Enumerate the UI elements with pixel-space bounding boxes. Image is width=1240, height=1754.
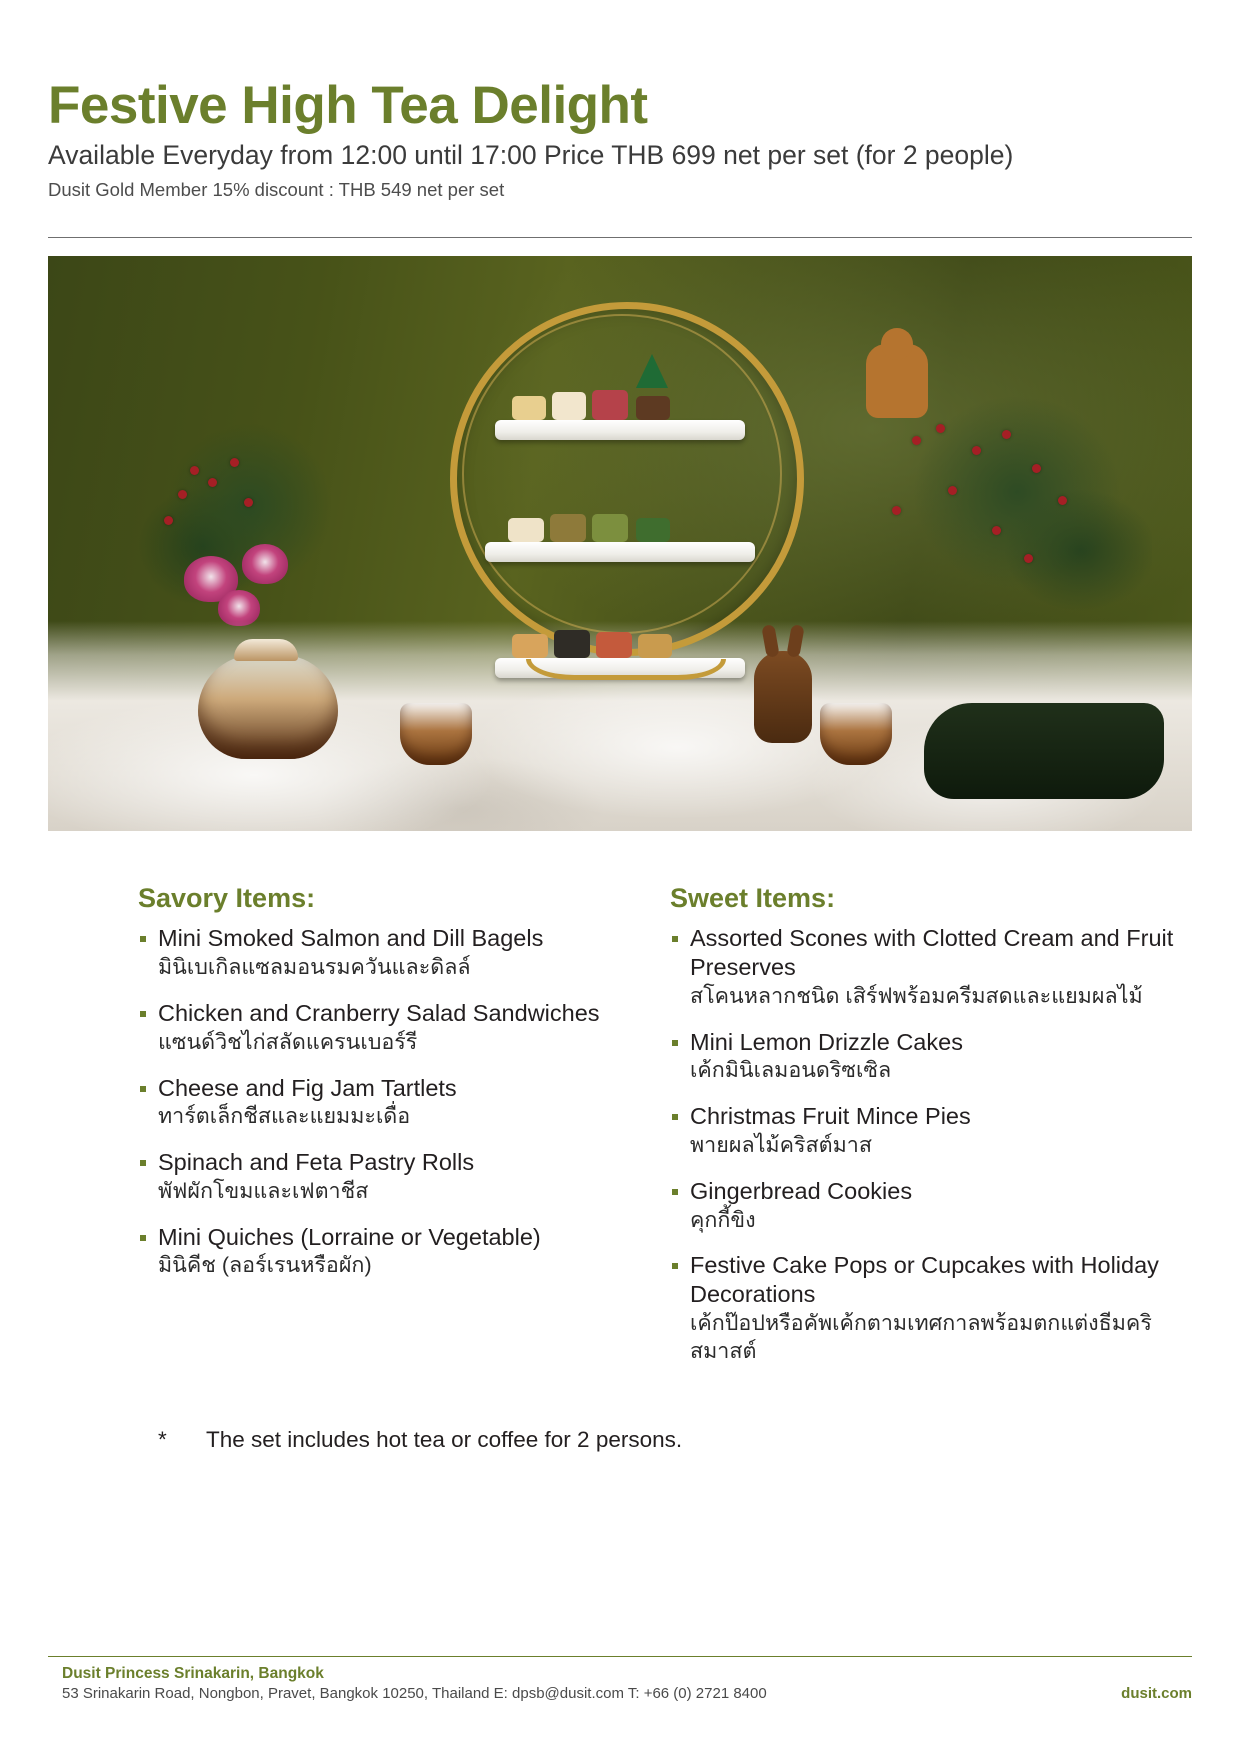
- availability-subtitle: Available Everyday from 12:00 until 17:00 Price THB 699 net per set (for 2 people): [48, 139, 1014, 170]
- list-item: [138, 1074, 660, 1132]
- item-name-en: Cheese and Fig Jam Tartlets: [158, 1074, 457, 1101]
- item-name-en: Festive Cake Pops or Cupcakes with Holiday Decorations: [690, 1252, 1159, 1308]
- footnote: [48, 1427, 1192, 1453]
- stand-tier-top: [495, 420, 745, 440]
- list-item: [670, 1102, 1192, 1160]
- item-name-en: Spinach and Feta Pastry Rolls: [158, 1149, 475, 1176]
- item-name-th: คุกกี้ขิง: [690, 1207, 756, 1232]
- item-name-th: พัฟผักโขมและเฟตาชีส: [158, 1178, 369, 1203]
- list-item: [670, 924, 1192, 1010]
- header-divider: [48, 237, 1192, 238]
- item-name-en: Mini Smoked Salmon and Dill Bagels: [158, 925, 544, 952]
- bunny-figurine: [754, 651, 812, 743]
- christmas-tree-decoration: [636, 354, 668, 388]
- teapot-lid: [234, 639, 298, 661]
- hero-image: [48, 256, 1192, 831]
- glass-teapot: [198, 655, 338, 759]
- menu-columns: [48, 883, 1192, 1382]
- savory-column: [138, 883, 660, 1382]
- item-name-th: แซนด์วิชไก่สลัดแครนเบอร์รี: [158, 1029, 418, 1054]
- item-name-en: Assorted Scones with Clotted Cream and Fruit Preserves: [690, 925, 1174, 981]
- item-name-en: Gingerbread Cookies: [690, 1177, 913, 1204]
- list-item: [138, 999, 660, 1057]
- footnote-text: The set includes hot tea or coffee for 2 persons.: [206, 1426, 683, 1452]
- item-name-th: มินิคีช (ลอร์เรนหรือผัก): [158, 1253, 372, 1278]
- item-name-th: สโคนหลากชนิด เสิร์ฟพร้อมครีมสดและแยมผลไม้: [690, 983, 1143, 1008]
- list-item: [138, 1148, 660, 1206]
- item-name-th: เค้กมินิเลมอนดริซเซิล: [690, 1058, 892, 1083]
- item-name-th: มินิเบเกิลแซลมอนรมควันและดิลล์: [158, 955, 471, 980]
- item-name-th: ทาร์ตเล็กชีสและแยมมะเดื่อ: [158, 1104, 411, 1129]
- sweet-column: [670, 883, 1192, 1382]
- list-item: [670, 1028, 1192, 1086]
- footnote-marker: *: [158, 1426, 167, 1452]
- page-footer: [48, 1656, 1192, 1702]
- savory-list: [138, 924, 660, 1280]
- page-title: Festive High Tea Delight: [48, 76, 648, 135]
- website-link[interactable]: dusit.com: [1121, 1685, 1192, 1702]
- dark-decor-object: [924, 703, 1164, 799]
- item-name-th: เค้กป๊อปหรือคัพเค้กตามเทศกาลพร้อมตกแต่งธีมคริสมาสต์: [690, 1310, 1152, 1363]
- gold-ring-inner: [462, 314, 782, 634]
- stand-tier-middle: [485, 542, 755, 562]
- sweet-heading: Sweet Items:: [670, 883, 836, 914]
- teacup-left: [400, 703, 472, 765]
- item-name-en: Chicken and Cranberry Salad Sandwiches: [158, 1000, 600, 1027]
- item-name-th: พายผลไม้คริสต์มาส: [690, 1132, 872, 1157]
- list-item: [670, 1177, 1192, 1235]
- three-tier-stand: [440, 292, 800, 692]
- hotel-address: 53 Srinakarin Road, Nongbon, Pravet, Bangkok 10250, Thailand E: dpsb@dusit.com T: +66 (0) 2721 8400: [62, 1685, 767, 1702]
- savory-heading: Savory Items:: [138, 883, 316, 914]
- list-item: [138, 1223, 660, 1281]
- item-name-en: Christmas Fruit Mince Pies: [690, 1103, 971, 1130]
- floral-arrangement-left: [134, 406, 364, 656]
- footer-divider: [48, 1656, 1192, 1657]
- item-name-en: Mini Quiches (Lorraine or Vegetable): [158, 1223, 541, 1250]
- list-item: [138, 924, 660, 982]
- sweet-list: [670, 924, 1192, 1365]
- poster-header: [48, 0, 1192, 238]
- list-item: [670, 1251, 1192, 1365]
- stand-base: [526, 659, 726, 680]
- teacup-right: [820, 703, 892, 765]
- item-name-en: Mini Lemon Drizzle Cakes: [690, 1028, 963, 1055]
- hotel-name: Dusit Princess Srinakarin, Bangkok: [62, 1665, 324, 1682]
- gingerbread-cookie-decoration: [866, 344, 928, 418]
- member-discount-text: Dusit Gold Member 15% discount : THB 549 net per set: [48, 179, 505, 201]
